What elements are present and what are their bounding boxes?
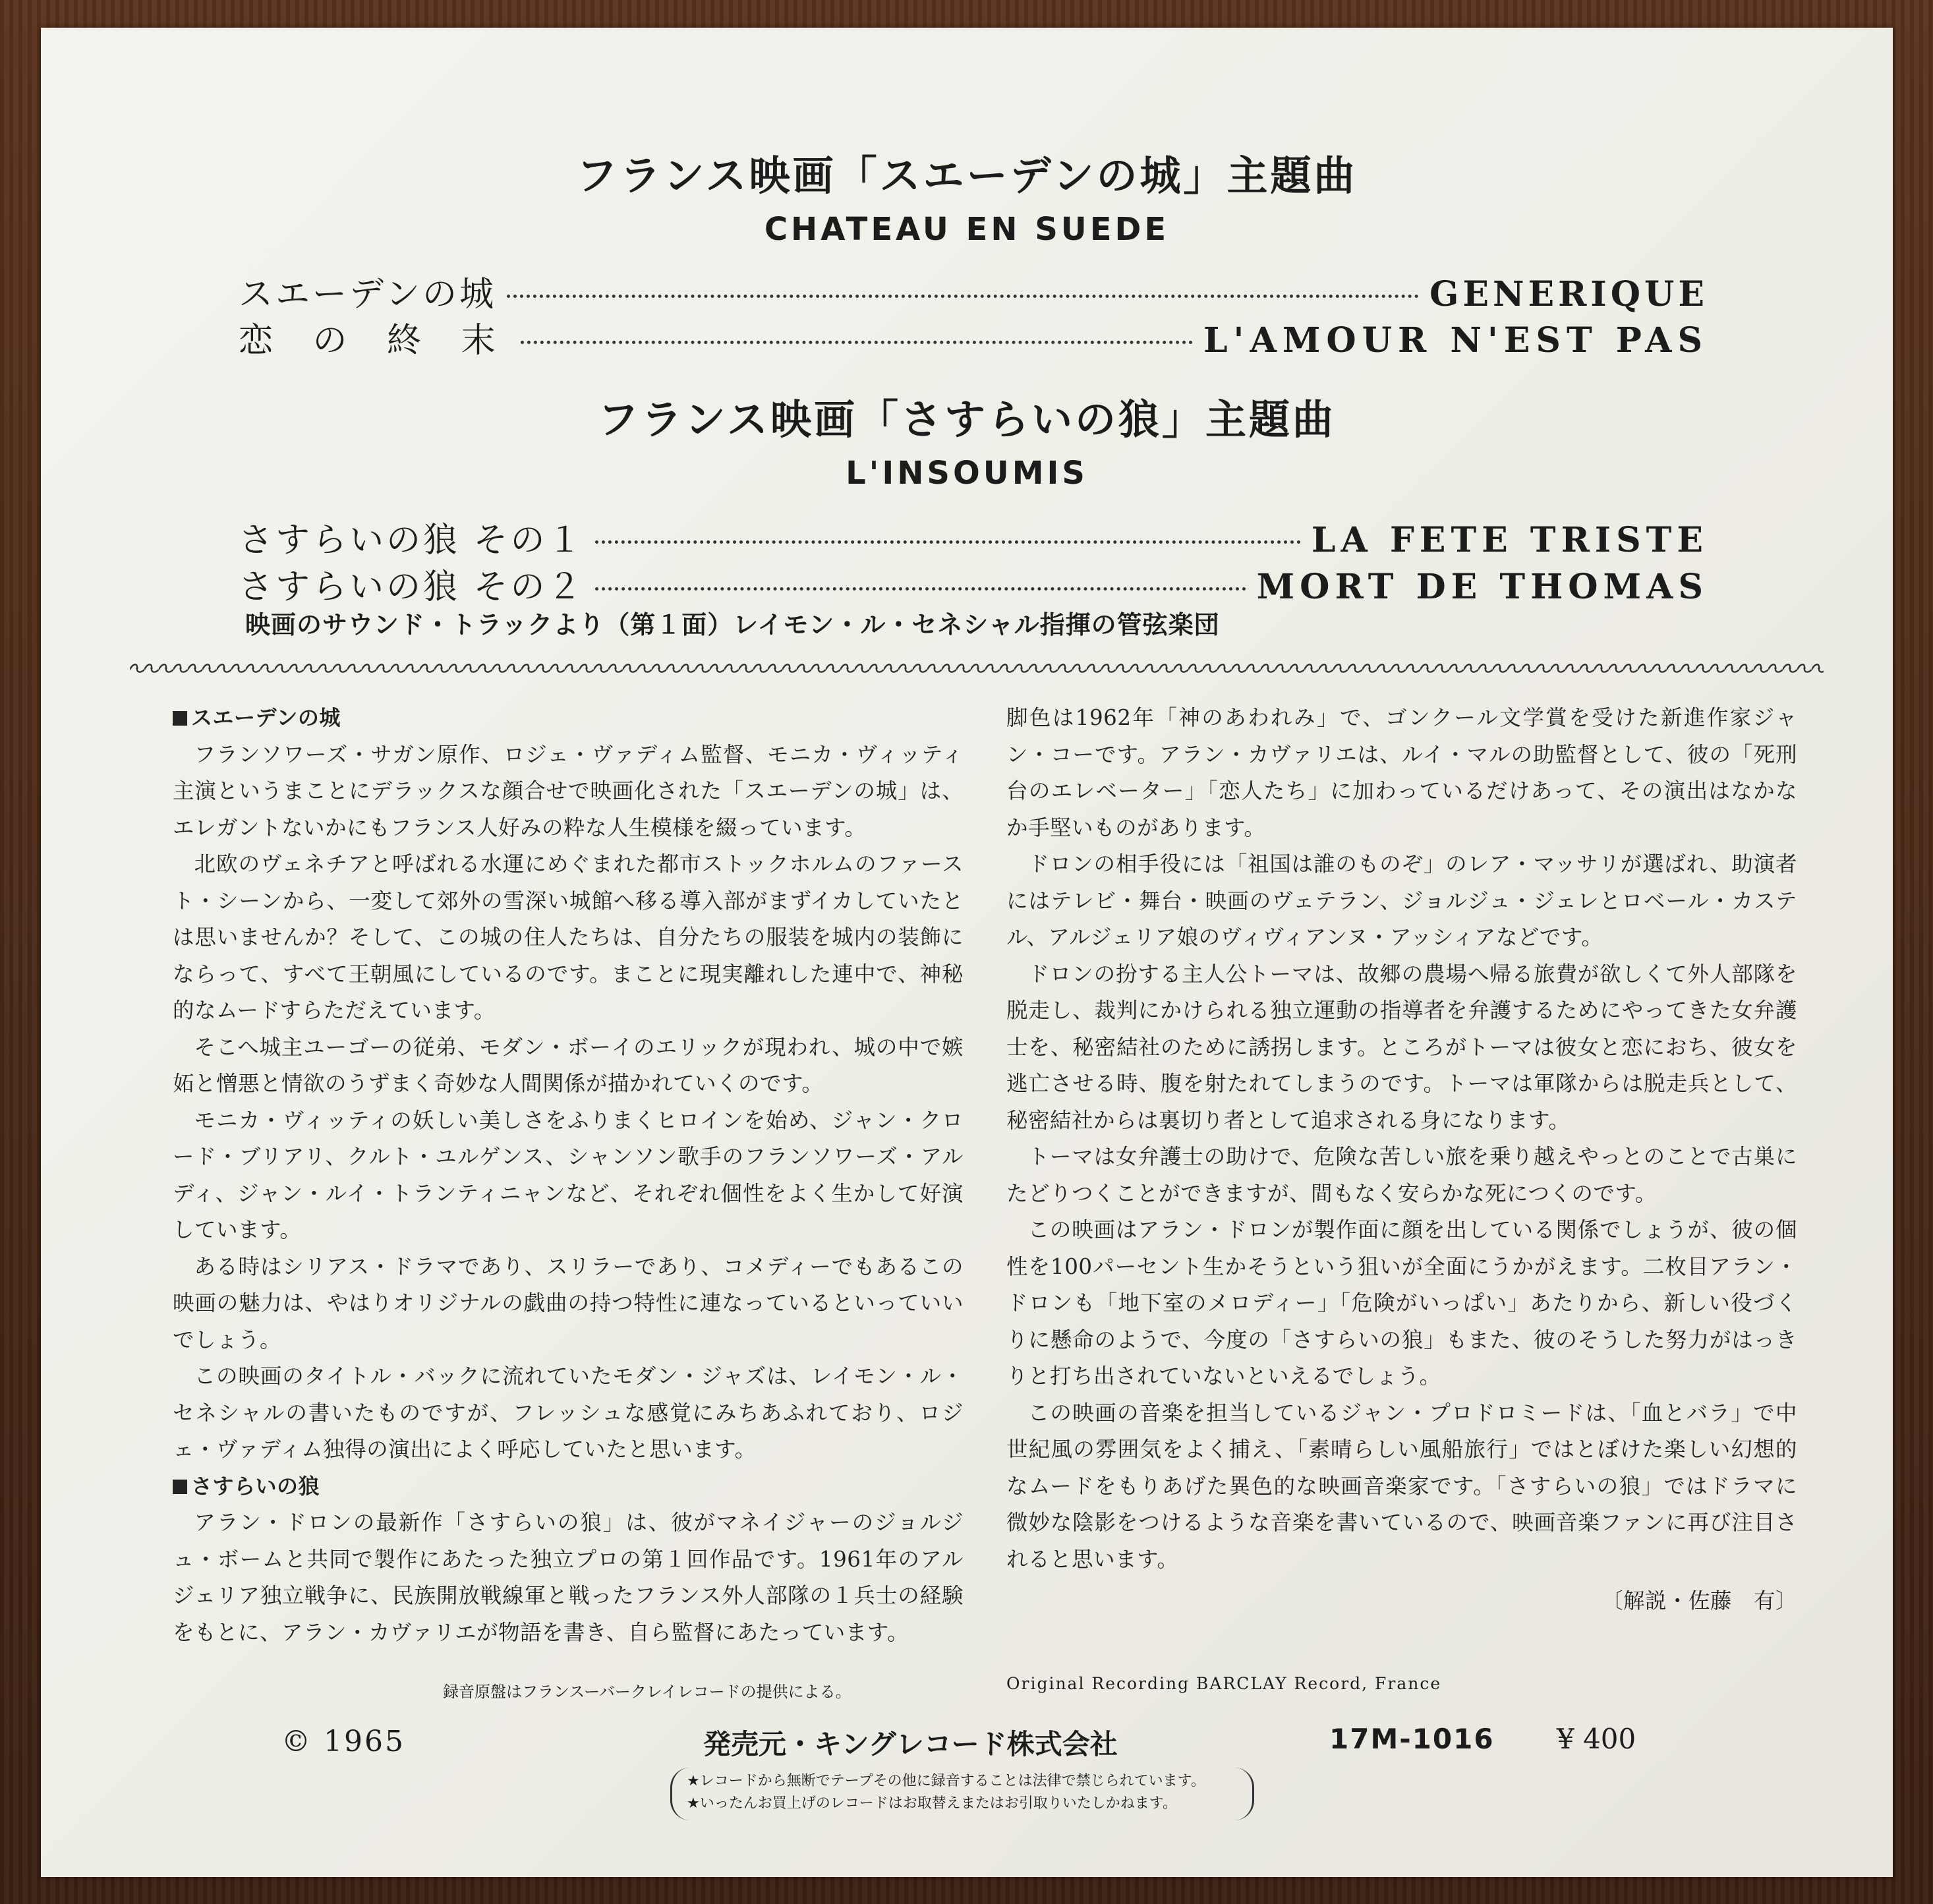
article-paragraph: ある時はシリアス・ドラマであり、スリラーであり、コメディーでもあるこの映画の魅力は、やはりオリジナルの戯曲の持つ特性に連なっているといっていいでしょう。 — [173, 1254, 964, 1352]
track-title-jp: さすらいの狼 その１ — [239, 521, 585, 560]
section1-title-en: CHATEAU EN SUEDE — [764, 211, 1170, 248]
square-bullet-icon — [173, 711, 187, 726]
track-title-fr: L'AMOUR N'EST PAS — [1203, 320, 1708, 361]
article-paragraph: ドロンの相手役には「祖国は誰のものぞ」のレア・マッサリが選ばれ、助演者にはテレビ・舞台・映画のヴェテラン、ジョルジュ・ジェレとロベール・カステル、アルジェリア娘のヴィヴィアンヌ・アッシィアなどです。 — [1006, 851, 1797, 950]
ornamental-divider — [130, 662, 1824, 678]
article-paragraph: この映画のタイトル・バックに流れていたモダン・ジャズは、レイモン・ル・セネシャルの書いたものですが、フレッシュな感覚にみちあふれており、ロジェ・ヴァディム独得の演出によく呼応していたと思います。 — [173, 1364, 964, 1462]
article-paragraph: モニカ・ヴィッティの妖しい美しさをふりまくヒロインを始め、ジャン・クロード・ブリアリ、クルト・ユルゲンス、シャンソン歌手のフランソワーズ・アルディ、ジャン・ルイ・トランティニャンなど、それぞれ個性をよく生かして好演しています。 — [173, 1107, 964, 1242]
article-paragraph: アラン・ドロンの最新作「さすらいの狼」は、彼がマネイジャーのジョルジュ・ボームと共同で製作にあたった独立プロの第１回作品です。1961年のアルジェリア独立戦争に、民族開放戦線軍と戦ったフランス外人部隊の１兵士の経験をもとに、アラン・カヴァリエが物語を書き、自ら監督にあたっています。 — [173, 1510, 964, 1645]
track-row — [239, 559, 1708, 607]
article-heading: さすらいの狼 — [173, 1468, 964, 1505]
notice-line: ★レコードから無断でテープその他に録音することは法律で禁じられています。 — [687, 1773, 1205, 1789]
track-title-jp: スエーデンの城 — [239, 275, 496, 314]
copyright: © 1965 — [281, 1725, 405, 1758]
price: ¥ 400 — [1557, 1723, 1636, 1755]
article-left-column — [173, 700, 964, 1651]
section1-title-jp: フランス映画「スエーデンの城」主題曲 — [576, 152, 1358, 200]
article-paragraph: 北欧のヴェネチアと呼ばれる水運にめぐまれた都市ストックホルムのファースト・シーンから、一変して郊外の雪深い城館へ移る導入部がまずイカしていたとは思いませんか？そして、この城の住人たちは、自分たちの服装を城内の装飾にならって、すべて王朝風にしているのです。まことに現実離れした連中で、神秘的なムードすらただえています。 — [173, 851, 964, 1023]
article-paragraph: トーマは女弁護士の助けで、危険な苦しい旅を乗り越えやっとのことで古巣にたどりつくことができますが、間もなく安らかな死につくのです。 — [1006, 1144, 1797, 1206]
track-row — [239, 266, 1708, 314]
notice-bracket — [670, 1768, 1254, 1820]
article-right-column — [1006, 700, 1797, 1620]
article-paragraph: そこへ城主ユーゴーの従弟、モダン・ボーイのエリックが現われ、城の中で嫉妬と憎悪と情欲のうずまく奇妙な人間関係が描かれていくのです。 — [173, 1034, 964, 1096]
source-note-en: Original Recording BARCLAY Record, France — [1006, 1674, 1442, 1693]
track-title-jp: さすらいの狼 その２ — [239, 567, 585, 607]
square-bullet-icon — [173, 1480, 187, 1494]
article-heading: スエーデンの城 — [173, 700, 964, 737]
article-paragraph: ドロンの扮する主人公トーマは、故郷の農場へ帰る旅費が欲しくて外人部隊を脱走し、裁判にかけられる独立運動の指導者を弁護するためにやってきた女弁護士を、秘密結社のために誘拐します。ところがトーマは彼女と恋におち、彼女を逃亡させる時、腹を射たれてしまうのです。トーマは軍隊からは脱走兵として、秘密結社からは裏切り者として追求される身になります。 — [1006, 961, 1797, 1133]
track-title-fr: LA FETE TRISTE — [1311, 520, 1708, 560]
notice-line: ★いったんお買上げのレコードはお取替えまたはお引取りいたしかねます。 — [687, 1795, 1177, 1812]
article-paragraph: フランソワーズ・サガン原作、ロジェ・ヴァディム監督、モニカ・ヴィッティ主演というまことにデラックスな顔合せで映画化された「スエーデンの城」は、エレガントないかにもフランス人好みの粋な人生模様を綴っています。 — [173, 741, 964, 840]
leader-dots — [521, 341, 1193, 344]
leader-dots — [595, 587, 1246, 591]
track-title-jp: 恋 の 終 末 — [239, 321, 510, 361]
section2-title-jp: フランス映画「さすらいの狼」主題曲 — [597, 395, 1337, 444]
leader-dots — [595, 540, 1301, 544]
article-byline: 〔解説・佐藤 有〕 — [1601, 1588, 1797, 1613]
article-paragraph: 脚色は1962年「神のあわれみ」で、ゴンクール文学賞を受けた新進作家ジャン・コーです。アラン・カヴァリエは、ルイ・マルの助監督として、彼の「死刑台のエレベーター」「恋人たち」に加わっているだけあって、その演出はなかなか手堅いものがあります。 — [1006, 705, 1797, 840]
article-paragraph: この映画の音楽を担当しているジャン・プロドロミードは、「血とバラ」で中世紀風の雰囲気をよく捕え、「素晴らしい風船旅行」ではとぼけた楽しい幻想的なムードをもりあげた異色的な映画音楽家です。「さすらいの狼」ではドラマに微妙な陰影をつけるような音楽を書いているので、映画音楽ファンに再び注目されると思います。 — [1006, 1400, 1797, 1572]
track-title-fr: GENERIQUE — [1429, 274, 1708, 314]
track-title-fr: MORT DE THOMAS — [1256, 567, 1708, 607]
track-row — [239, 512, 1708, 560]
catalog-number: 17M-1016 — [1329, 1723, 1495, 1755]
track-row — [239, 312, 1708, 361]
orchestra-credit: 映画のサウンド・トラックより（第１面）レイモン・ル・セネシャル指揮の管弦楽団 — [245, 610, 1220, 639]
section2-title-en: L'INSOUMIS — [846, 455, 1088, 492]
article-paragraph: この映画はアラン・ドロンが製作面に顔を出している関係でしょうが、彼の個性を100パーセント生かそうという狙いが全面にうかがえます。二枚目アラン・ドロンも「地下室のメロディー」「危険がいっぱい」あたりから、新しい役づくりに懸命のようで、今度の「さすらいの狼」もまた、彼のそうした努力がはっきりと打ち出されていないといえるでしょう。 — [1006, 1217, 1797, 1389]
source-note-jp: 録音原盤はフランスーバークレイレコードの提供による。 — [443, 1683, 851, 1701]
publisher: 発売元・キングレコード株式会社 — [703, 1728, 1118, 1760]
record-sleeve-sheet — [41, 28, 1893, 1877]
leader-dots — [507, 295, 1419, 298]
